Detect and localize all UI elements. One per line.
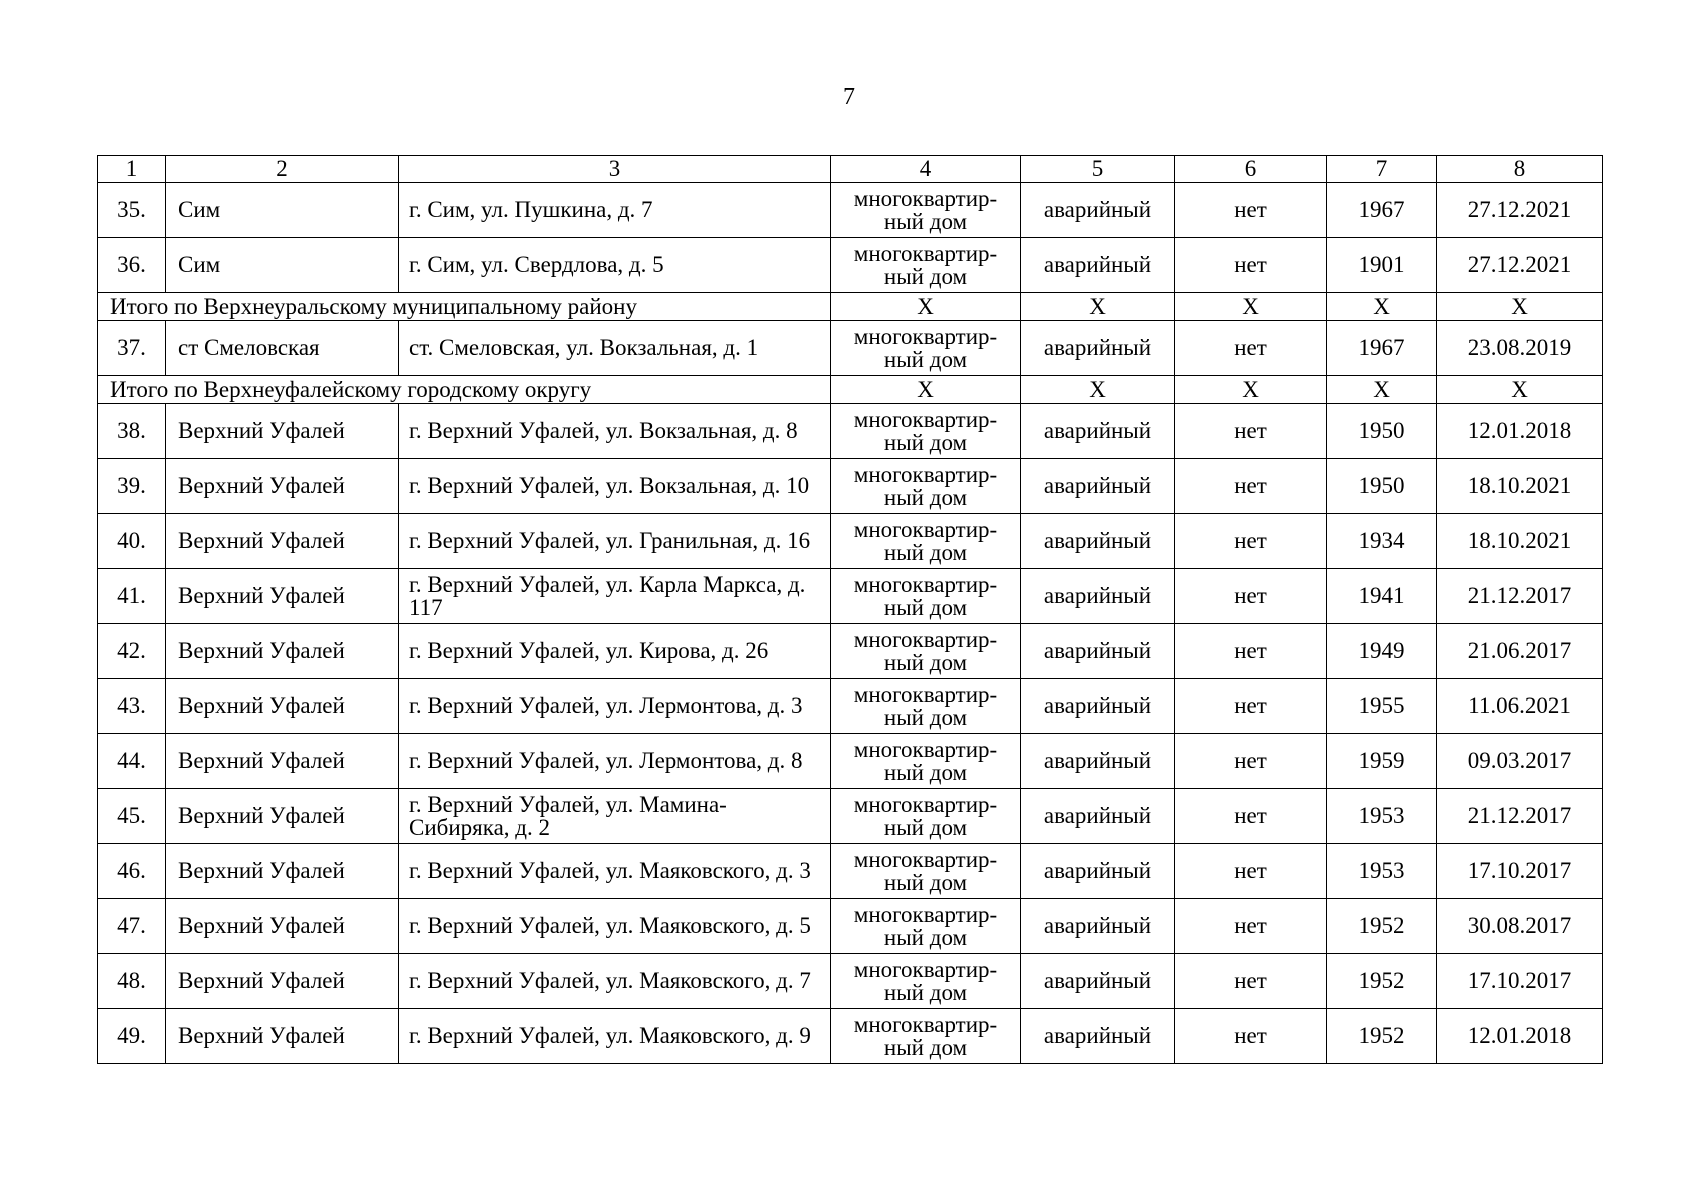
year-cell: 1934 <box>1327 514 1437 569</box>
subtotal-mark: Х <box>1175 293 1327 321</box>
settlement-cell: Верхний Уфалей <box>166 679 399 734</box>
heritage-cell: нет <box>1175 954 1327 1009</box>
settlement-cell: Верхний Уфалей <box>166 459 399 514</box>
date-cell: 21.12.2017 <box>1437 569 1603 624</box>
building-type-cell: многоквартир-ный дом <box>831 624 1021 679</box>
status-cell: аварийный <box>1021 1009 1175 1064</box>
table-row <box>98 1009 1603 1064</box>
year-cell: 1952 <box>1327 899 1437 954</box>
building-type-cell: многоквартир-ный дом <box>831 954 1021 1009</box>
settlement-cell: Верхний Уфалей <box>166 734 399 789</box>
subtotal-mark: Х <box>1175 376 1327 404</box>
year-cell: 1967 <box>1327 321 1437 376</box>
settlement-cell: Верхний Уфалей <box>166 1009 399 1064</box>
subtotal-mark: Х <box>1021 376 1175 404</box>
year-cell: 1949 <box>1327 624 1437 679</box>
heritage-cell: нет <box>1175 514 1327 569</box>
heritage-cell: нет <box>1175 321 1327 376</box>
status-cell: аварийный <box>1021 954 1175 1009</box>
status-cell: аварийный <box>1021 844 1175 899</box>
status-cell: аварийный <box>1021 734 1175 789</box>
building-type-cell: многоквартир-ный дом <box>831 183 1021 238</box>
subtotal-row <box>98 293 1603 321</box>
row-number-cell: 41. <box>98 569 166 624</box>
address-cell: г. Верхний Уфалей, ул. Маяковского, д. 3 <box>399 844 831 899</box>
date-cell: 27.12.2021 <box>1437 183 1603 238</box>
housing-table <box>97 155 1603 1064</box>
column-number: 7 <box>1327 156 1437 183</box>
row-number-cell: 45. <box>98 789 166 844</box>
date-cell: 17.10.2017 <box>1437 844 1603 899</box>
settlement-cell: Верхний Уфалей <box>166 844 399 899</box>
table-row <box>98 569 1603 624</box>
table-row <box>98 734 1603 789</box>
row-number-cell: 39. <box>98 459 166 514</box>
subtotal-mark: Х <box>831 376 1021 404</box>
date-cell: 11.06.2021 <box>1437 679 1603 734</box>
settlement-cell: Верхний Уфалей <box>166 514 399 569</box>
year-cell: 1901 <box>1327 238 1437 293</box>
building-type-cell: многоквартир-ный дом <box>831 459 1021 514</box>
year-cell: 1941 <box>1327 569 1437 624</box>
address-cell: ст. Смеловская, ул. Вокзальная, д. 1 <box>399 321 831 376</box>
settlement-cell: Сим <box>166 238 399 293</box>
column-number: 3 <box>399 156 831 183</box>
heritage-cell: нет <box>1175 899 1327 954</box>
settlement-cell: Верхний Уфалей <box>166 569 399 624</box>
building-type-cell: многоквартир-ный дом <box>831 569 1021 624</box>
address-cell: г. Верхний Уфалей, ул. Маяковского, д. 9 <box>399 1009 831 1064</box>
year-cell: 1953 <box>1327 844 1437 899</box>
date-cell: 23.08.2019 <box>1437 321 1603 376</box>
address-cell: г. Верхний Уфалей, ул. Лермонтова, д. 3 <box>399 679 831 734</box>
column-number: 6 <box>1175 156 1327 183</box>
address-cell: г. Верхний Уфалей, ул. Вокзальная, д. 8 <box>399 404 831 459</box>
row-number-cell: 47. <box>98 899 166 954</box>
year-cell: 1967 <box>1327 183 1437 238</box>
column-number: 2 <box>166 156 399 183</box>
building-type-cell: многоквартир-ный дом <box>831 321 1021 376</box>
subtotal-mark: Х <box>1327 376 1437 404</box>
subtotal-mark: Х <box>1437 293 1603 321</box>
status-cell: аварийный <box>1021 321 1175 376</box>
address-cell: г. Верхний Уфалей, ул. Вокзальная, д. 10 <box>399 459 831 514</box>
date-cell: 12.01.2018 <box>1437 1009 1603 1064</box>
status-cell: аварийный <box>1021 459 1175 514</box>
table-row <box>98 459 1603 514</box>
status-cell: аварийный <box>1021 569 1175 624</box>
date-cell: 21.06.2017 <box>1437 624 1603 679</box>
subtotal-row <box>98 376 1603 404</box>
year-cell: 1950 <box>1327 459 1437 514</box>
table-row <box>98 238 1603 293</box>
year-cell: 1952 <box>1327 954 1437 1009</box>
year-cell: 1959 <box>1327 734 1437 789</box>
heritage-cell: нет <box>1175 844 1327 899</box>
date-cell: 18.10.2021 <box>1437 459 1603 514</box>
date-cell: 18.10.2021 <box>1437 514 1603 569</box>
year-cell: 1953 <box>1327 789 1437 844</box>
address-cell: г. Верхний Уфалей, ул. Лермонтова, д. 8 <box>399 734 831 789</box>
address-cell: г. Верхний Уфалей, ул. Мамина-Сибиряка, д. 2 <box>399 789 831 844</box>
subtotal-mark: Х <box>831 293 1021 321</box>
page-number: 7 <box>843 84 855 110</box>
address-cell: г. Сим, ул. Свердлова, д. 5 <box>399 238 831 293</box>
row-number-cell: 43. <box>98 679 166 734</box>
column-number: 1 <box>98 156 166 183</box>
table-row <box>98 954 1603 1009</box>
status-cell: аварийный <box>1021 679 1175 734</box>
heritage-cell: нет <box>1175 734 1327 789</box>
address-cell: г. Сим, ул. Пушкина, д. 7 <box>399 183 831 238</box>
row-number-cell: 42. <box>98 624 166 679</box>
settlement-cell: ст Смеловская <box>166 321 399 376</box>
table-row <box>98 789 1603 844</box>
date-cell: 09.03.2017 <box>1437 734 1603 789</box>
column-number: 4 <box>831 156 1021 183</box>
column-number: 5 <box>1021 156 1175 183</box>
heritage-cell: нет <box>1175 624 1327 679</box>
status-cell: аварийный <box>1021 183 1175 238</box>
subtotal-mark: Х <box>1327 293 1437 321</box>
building-type-cell: многоквартир-ный дом <box>831 238 1021 293</box>
settlement-cell: Верхний Уфалей <box>166 624 399 679</box>
building-type-cell: многоквартир-ный дом <box>831 734 1021 789</box>
heritage-cell: нет <box>1175 1009 1327 1064</box>
subtotal-label: Итого по Верхнеуфалейскому городскому округу <box>98 376 831 404</box>
column-number-row <box>98 156 1603 183</box>
row-number-cell: 46. <box>98 844 166 899</box>
status-cell: аварийный <box>1021 404 1175 459</box>
subtotal-mark: Х <box>1021 293 1175 321</box>
row-number-cell: 37. <box>98 321 166 376</box>
date-cell: 30.08.2017 <box>1437 899 1603 954</box>
settlement-cell: Верхний Уфалей <box>166 404 399 459</box>
heritage-cell: нет <box>1175 679 1327 734</box>
table-row <box>98 624 1603 679</box>
table-row <box>98 321 1603 376</box>
row-number-cell: 38. <box>98 404 166 459</box>
date-cell: 17.10.2017 <box>1437 954 1603 1009</box>
subtotal-mark: Х <box>1437 376 1603 404</box>
heritage-cell: нет <box>1175 569 1327 624</box>
row-number-cell: 48. <box>98 954 166 1009</box>
building-type-cell: многоквартир-ный дом <box>831 789 1021 844</box>
building-type-cell: многоквартир-ный дом <box>831 679 1021 734</box>
date-cell: 27.12.2021 <box>1437 238 1603 293</box>
table-row <box>98 514 1603 569</box>
table-row <box>98 899 1603 954</box>
address-cell: г. Верхний Уфалей, ул. Гранильная, д. 16 <box>399 514 831 569</box>
settlement-cell: Верхний Уфалей <box>166 899 399 954</box>
row-number-cell: 49. <box>98 1009 166 1064</box>
year-cell: 1952 <box>1327 1009 1437 1064</box>
row-number-cell: 40. <box>98 514 166 569</box>
table-row <box>98 404 1603 459</box>
status-cell: аварийный <box>1021 514 1175 569</box>
building-type-cell: многоквартир-ный дом <box>831 899 1021 954</box>
year-cell: 1950 <box>1327 404 1437 459</box>
subtotal-label: Итого по Верхнеуральскому муниципальному району <box>98 293 831 321</box>
table-row <box>98 183 1603 238</box>
settlement-cell: Верхний Уфалей <box>166 954 399 1009</box>
address-cell: г. Верхний Уфалей, ул. Карла Маркса, д. 117 <box>399 569 831 624</box>
date-cell: 21.12.2017 <box>1437 789 1603 844</box>
column-number: 8 <box>1437 156 1603 183</box>
building-type-cell: многоквартир-ный дом <box>831 1009 1021 1064</box>
building-type-cell: многоквартир-ный дом <box>831 514 1021 569</box>
building-type-cell: многоквартир-ный дом <box>831 404 1021 459</box>
heritage-cell: нет <box>1175 459 1327 514</box>
heritage-cell: нет <box>1175 404 1327 459</box>
table-row <box>98 844 1603 899</box>
address-cell: г. Верхний Уфалей, ул. Маяковского, д. 5 <box>399 899 831 954</box>
status-cell: аварийный <box>1021 238 1175 293</box>
row-number-cell: 36. <box>98 238 166 293</box>
building-type-cell: многоквартир-ный дом <box>831 844 1021 899</box>
status-cell: аварийный <box>1021 899 1175 954</box>
table-row <box>98 679 1603 734</box>
status-cell: аварийный <box>1021 789 1175 844</box>
settlement-cell: Верхний Уфалей <box>166 789 399 844</box>
year-cell: 1955 <box>1327 679 1437 734</box>
heritage-cell: нет <box>1175 238 1327 293</box>
heritage-cell: нет <box>1175 183 1327 238</box>
heritage-cell: нет <box>1175 789 1327 844</box>
address-cell: г. Верхний Уфалей, ул. Кирова, д. 26 <box>399 624 831 679</box>
table-body <box>98 156 1603 1064</box>
date-cell: 12.01.2018 <box>1437 404 1603 459</box>
settlement-cell: Сим <box>166 183 399 238</box>
row-number-cell: 35. <box>98 183 166 238</box>
status-cell: аварийный <box>1021 624 1175 679</box>
address-cell: г. Верхний Уфалей, ул. Маяковского, д. 7 <box>399 954 831 1009</box>
row-number-cell: 44. <box>98 734 166 789</box>
